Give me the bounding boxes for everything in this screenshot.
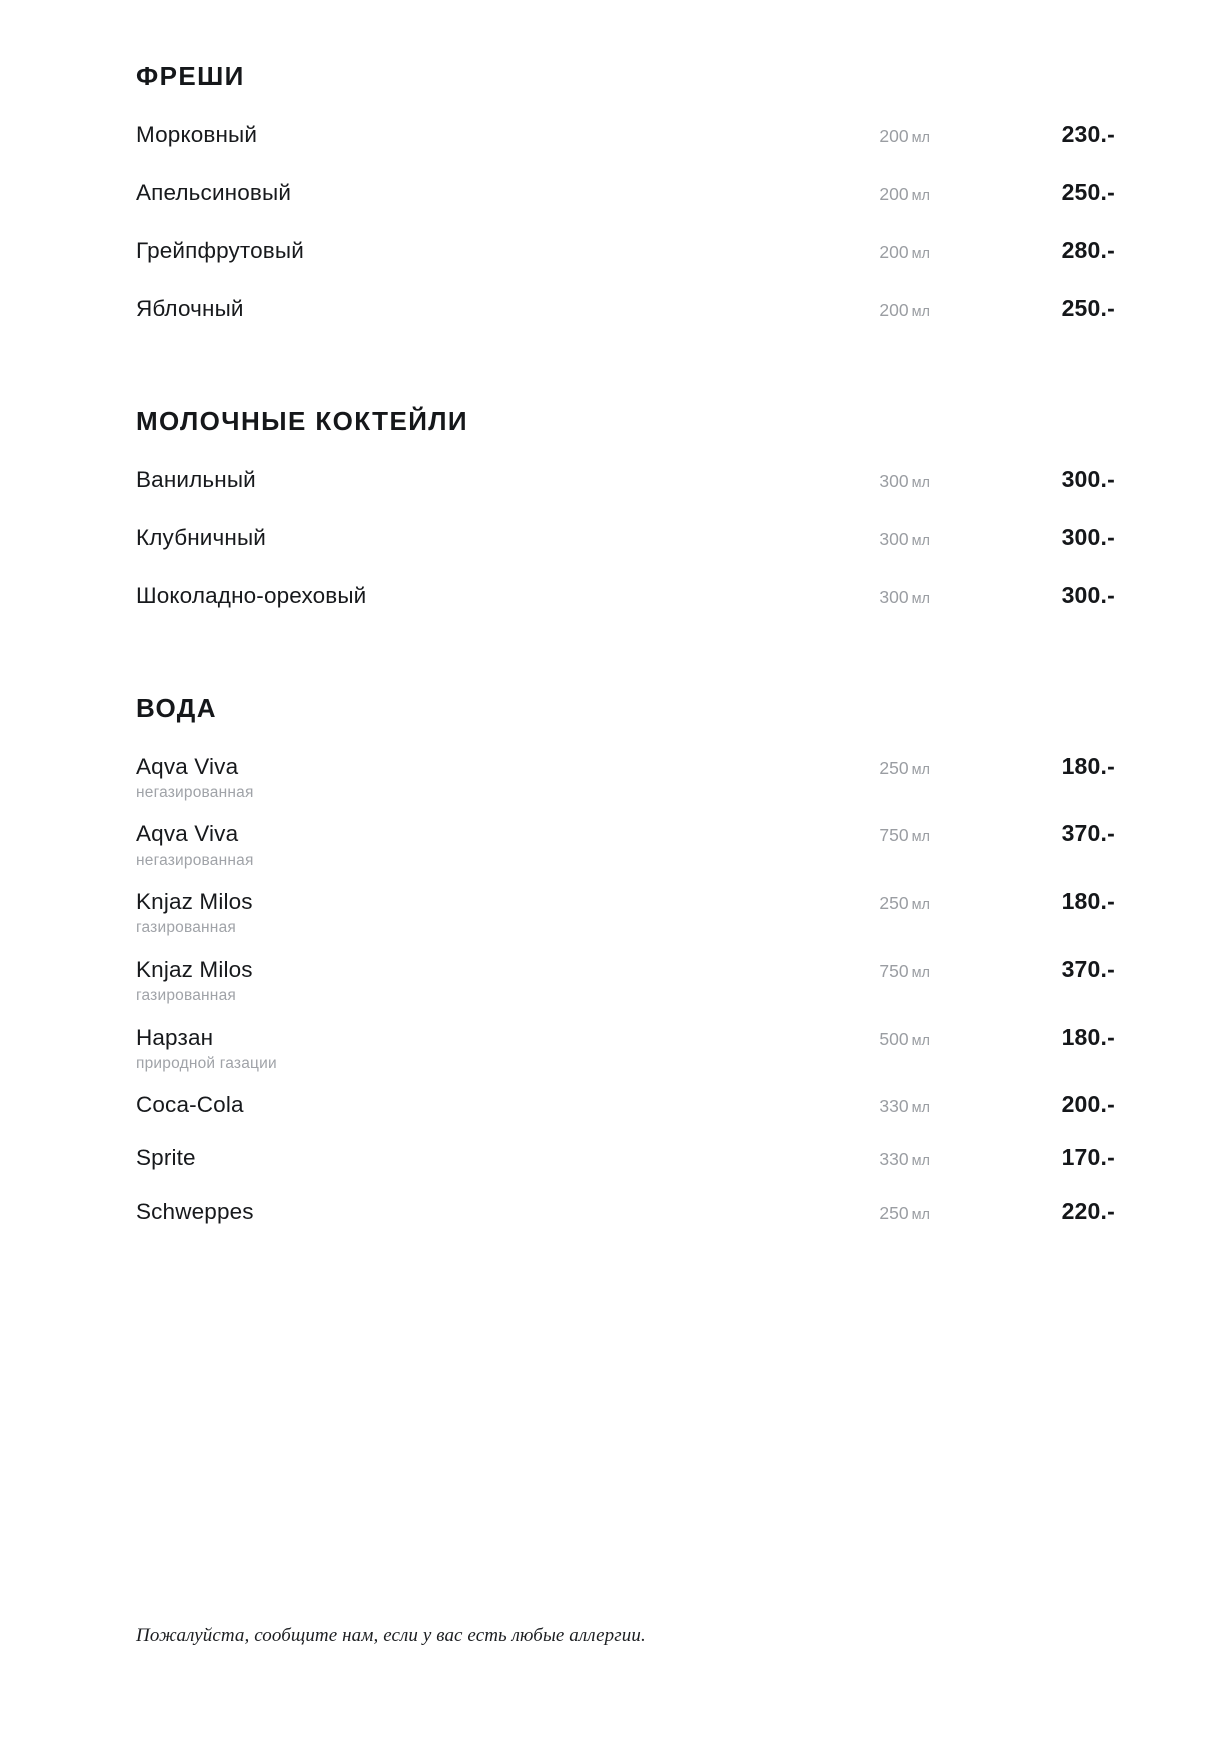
menu-item-description: природной газации xyxy=(136,1054,277,1072)
menu-item-row xyxy=(136,1198,1115,1226)
dot-leader xyxy=(261,977,842,978)
menu-item-price: 170.- xyxy=(1061,1144,1115,1171)
volume-unit: мл xyxy=(911,964,930,981)
menu-item-description: газированная xyxy=(136,986,236,1004)
volume-unit: мл xyxy=(911,761,930,778)
volume-unit: мл xyxy=(911,129,930,146)
menu-item xyxy=(136,820,1115,870)
section-title: МОЛОЧНЫЕ КОКТЕЙЛИ xyxy=(136,406,469,437)
menu-item-volume xyxy=(844,587,930,608)
menu-item-row xyxy=(136,524,1115,552)
volume-value: 200 xyxy=(879,125,909,146)
menu-item-name: Шоколадно-ореховый xyxy=(136,582,367,608)
dot-leader xyxy=(299,200,842,201)
volume-value: 750 xyxy=(879,825,909,846)
menu-item-volume xyxy=(844,825,930,846)
volume-value: 200 xyxy=(879,183,909,204)
menu-item-name: Ванильный xyxy=(136,466,256,492)
dot-leader xyxy=(262,1219,842,1220)
menu-item xyxy=(136,888,1115,938)
menu-item-price: 250.- xyxy=(1061,294,1115,321)
dot-leader xyxy=(264,487,842,488)
dot-leader xyxy=(374,603,842,604)
menu-item-volume xyxy=(844,1096,930,1117)
menu-item xyxy=(136,1144,1115,1172)
menu-section-water xyxy=(136,694,1115,1226)
dot-leader xyxy=(221,1045,842,1046)
dot-leader xyxy=(265,142,842,143)
volume-unit: мл xyxy=(911,474,930,491)
volume-value: 250 xyxy=(879,893,909,914)
menu-item-price: 300.- xyxy=(1061,465,1115,492)
menu-item-name: Aqva Viva xyxy=(136,753,239,779)
menu-item-row xyxy=(136,466,1115,494)
volume-value: 500 xyxy=(879,1028,909,1049)
menu-item xyxy=(136,1091,1115,1119)
volume-value: 750 xyxy=(879,960,909,981)
menu-item-name: Яблочный xyxy=(136,295,244,321)
menu-item-price: 230.- xyxy=(1061,120,1115,147)
menu-item-price: 280.- xyxy=(1061,236,1115,263)
menu-item-name: Knjaz Milos xyxy=(136,956,253,982)
menu-item-name: Нарзан xyxy=(136,1024,214,1050)
volume-unit: мл xyxy=(911,829,930,846)
menu-item xyxy=(136,524,1115,552)
menu-item xyxy=(136,1198,1115,1226)
menu-item-row xyxy=(136,121,1115,149)
menu-item-volume xyxy=(844,1149,930,1170)
menu-item-name: Морковный xyxy=(136,121,258,147)
volume-value: 250 xyxy=(879,1202,909,1223)
volume-unit: мл xyxy=(911,1153,930,1170)
menu-sections xyxy=(136,62,1115,1226)
menu-item xyxy=(136,295,1115,323)
menu-item-row xyxy=(136,1144,1115,1172)
volume-value: 200 xyxy=(879,299,909,320)
menu-item-description: негазированная xyxy=(136,851,254,869)
menu-item xyxy=(136,753,1115,803)
volume-value: 250 xyxy=(879,757,909,778)
menu-item-row xyxy=(136,820,1115,848)
menu-item-name: Sprite xyxy=(136,1145,196,1171)
menu-item-volume xyxy=(844,961,930,982)
menu-item-price: 370.- xyxy=(1061,955,1115,982)
menu-item-name: Schweppes xyxy=(136,1198,254,1224)
section-title: ФРЕШИ xyxy=(136,61,245,91)
volume-unit: мл xyxy=(911,590,930,607)
menu-item-price: 200.- xyxy=(1061,1091,1115,1118)
section-title: ВОДА xyxy=(136,693,217,724)
menu-item-name: Апельсиновый xyxy=(136,179,292,205)
volume-unit: мл xyxy=(911,303,930,320)
volume-value: 200 xyxy=(879,241,909,262)
menu-item-volume xyxy=(844,471,930,492)
allergy-disclaimer: Пожалуйста, сообщите нам, если у вас есть любые аллергии. xyxy=(136,1625,646,1646)
menu-section-shakes xyxy=(136,407,1115,610)
dot-leader xyxy=(252,316,842,317)
menu-item-volume xyxy=(844,1203,930,1224)
volume-unit: мл xyxy=(911,187,930,204)
menu-item xyxy=(136,121,1115,149)
menu-item-volume xyxy=(844,758,930,779)
volume-value: 300 xyxy=(879,470,909,491)
menu-item-price: 370.- xyxy=(1061,820,1115,847)
menu-item-price: 180.- xyxy=(1061,752,1115,779)
menu-item-volume xyxy=(844,184,930,205)
dot-leader xyxy=(246,774,842,775)
dot-leader xyxy=(261,909,842,910)
menu-item-row xyxy=(136,582,1115,610)
menu-item-volume xyxy=(844,1029,930,1050)
menu-item-name: Coca-Cola xyxy=(136,1092,244,1118)
menu-item-volume xyxy=(844,529,930,550)
dot-leader xyxy=(246,842,842,843)
menu-item-price: 220.- xyxy=(1061,1197,1115,1224)
volume-unit: мл xyxy=(911,532,930,549)
menu-item xyxy=(136,237,1115,265)
menu-item-volume xyxy=(844,300,930,321)
menu-item-row xyxy=(136,753,1115,781)
volume-unit: мл xyxy=(911,1100,930,1117)
menu-item xyxy=(136,582,1115,610)
menu-item-description: газированная xyxy=(136,919,236,937)
menu-item xyxy=(136,956,1115,1006)
menu-item-description: негазированная xyxy=(136,783,254,801)
menu-item-row xyxy=(136,1091,1115,1119)
menu-item-name: Грейпфрутовый xyxy=(136,237,304,263)
menu-item-name: Knjaz Milos xyxy=(136,889,253,915)
menu-item-row xyxy=(136,295,1115,323)
menu-item-name: Клубничный xyxy=(136,524,267,550)
dot-leader xyxy=(204,1166,842,1167)
menu-item xyxy=(136,466,1115,494)
menu-item-price: 180.- xyxy=(1061,1023,1115,1050)
menu-item xyxy=(136,1024,1115,1074)
menu-item-row xyxy=(136,1024,1115,1052)
volume-unit: мл xyxy=(911,1032,930,1049)
dot-leader xyxy=(274,545,842,546)
volume-unit: мл xyxy=(911,245,930,262)
menu-item-row xyxy=(136,237,1115,265)
menu-item-volume xyxy=(844,242,930,263)
dot-leader xyxy=(312,258,842,259)
menu-item-volume xyxy=(844,126,930,147)
dot-leader xyxy=(252,1112,842,1113)
menu-item-row xyxy=(136,179,1115,207)
menu-item xyxy=(136,179,1115,207)
volume-value: 330 xyxy=(879,1096,909,1117)
menu-item-name: Aqva Viva xyxy=(136,821,239,847)
menu-item-price: 250.- xyxy=(1061,178,1115,205)
volume-value: 300 xyxy=(879,586,909,607)
volume-value: 330 xyxy=(879,1149,909,1170)
volume-unit: мл xyxy=(911,897,930,914)
menu-item-price: 180.- xyxy=(1061,888,1115,915)
menu-item-price: 300.- xyxy=(1061,581,1115,608)
menu-item-row xyxy=(136,888,1115,916)
volume-value: 300 xyxy=(879,528,909,549)
menu-item-volume xyxy=(844,893,930,914)
volume-unit: мл xyxy=(911,1206,930,1223)
menu-item-price: 300.- xyxy=(1061,523,1115,550)
menu-section-fresh xyxy=(136,62,1115,323)
menu-item-row xyxy=(136,956,1115,984)
